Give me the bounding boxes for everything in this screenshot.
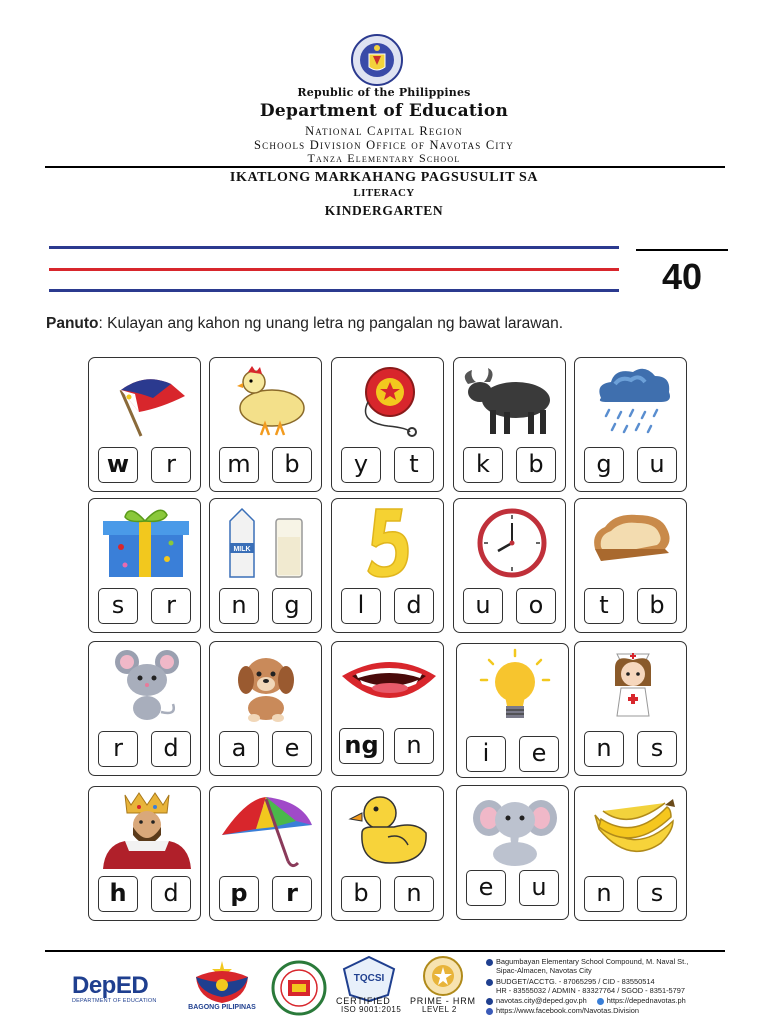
number-five-icon xyxy=(338,503,437,581)
item-card xyxy=(331,498,444,633)
letter-choice[interactable]: n xyxy=(219,588,259,624)
letter-choice[interactable]: a xyxy=(219,731,259,767)
svg-text:MILK: MILK xyxy=(233,546,251,553)
duck-icon xyxy=(338,791,437,869)
iso-label: ISO 9001:2015 xyxy=(341,1005,402,1014)
letter-choice[interactable]: r xyxy=(272,876,312,912)
deped-logo-subtext: DEPARTMENT OF EDUCATION xyxy=(72,998,157,1004)
republic-label: Republic of the Philippines xyxy=(297,86,471,99)
letter-choice[interactable]: g xyxy=(584,447,624,483)
deped-logo xyxy=(72,972,162,1012)
elephant-icon xyxy=(463,790,562,868)
flag-icon xyxy=(95,362,194,440)
item-card xyxy=(88,786,201,921)
letter-choice[interactable]: b xyxy=(341,876,381,912)
letter-choice[interactable]: w xyxy=(98,447,138,483)
letter-choice[interactable]: r xyxy=(151,588,191,624)
flag-stripe-blue xyxy=(49,289,619,292)
deped-logo-text: DepED xyxy=(72,972,149,999)
letter-choice[interactable]: e xyxy=(519,736,559,772)
letter-choice[interactable]: s xyxy=(637,731,677,767)
item-card xyxy=(331,786,444,921)
grade-level-label: KINDERGARTEN xyxy=(324,203,444,218)
letter-choice[interactable]: r xyxy=(151,447,191,483)
letter-choice[interactable]: p xyxy=(219,876,259,912)
letter-choice[interactable]: d xyxy=(151,876,191,912)
letter-choice[interactable]: b xyxy=(272,447,312,483)
item-card xyxy=(331,357,444,492)
item-card xyxy=(209,641,322,776)
address-line2: Sipac-Almacen, Navotas City xyxy=(496,966,592,975)
instruction-label: Panuto xyxy=(46,315,99,332)
gift-icon xyxy=(95,503,194,581)
letter-choice[interactable]: t xyxy=(584,588,624,624)
letter-choice[interactable]: t xyxy=(394,447,434,483)
clock-icon xyxy=(460,503,559,581)
item-card xyxy=(574,641,687,776)
mouse-icon xyxy=(95,646,194,724)
web-icon xyxy=(597,998,604,1005)
prime-hrm-label: PRIME - HRM xyxy=(410,996,476,1006)
mouth-icon xyxy=(338,646,437,724)
letter-choice[interactable]: g xyxy=(272,588,312,624)
letter-choice[interactable]: r xyxy=(98,731,138,767)
total-score: 40 xyxy=(661,256,703,297)
item-card xyxy=(456,643,569,778)
footer-divider xyxy=(45,950,725,952)
letter-choice[interactable]: n xyxy=(394,876,434,912)
header-divider xyxy=(45,166,725,168)
letter-choice[interactable]: o xyxy=(516,588,556,624)
letter-choice[interactable]: l xyxy=(341,588,381,624)
website-link[interactable]: https://depednavotas.ph xyxy=(606,996,686,1005)
letter-choice[interactable]: m xyxy=(219,447,259,483)
school-label: Tanza Elementary School xyxy=(307,151,461,165)
yoyo-icon xyxy=(338,362,437,440)
flag-stripe-red xyxy=(49,268,619,271)
division-label: Schools Division Office of Navotas City xyxy=(254,138,514,152)
letter-choice[interactable]: b xyxy=(637,588,677,624)
phones-line2: HR - 83555032 / ADMIN - 83327764 / SGOD - 8351-5797 xyxy=(496,986,685,995)
letter-choice[interactable]: ng xyxy=(339,728,384,764)
item-card xyxy=(574,498,687,633)
milk-icon xyxy=(216,503,315,581)
department-label: Department of Education xyxy=(259,101,509,121)
item-card xyxy=(453,498,566,633)
letter-choice[interactable]: d xyxy=(394,588,434,624)
nurse-icon xyxy=(581,646,680,724)
footer-address xyxy=(486,957,688,966)
item-card xyxy=(574,357,687,492)
item-card xyxy=(88,357,201,492)
location-icon xyxy=(486,959,493,966)
instruction-text: : Kulayan ang kahon ng unang letra ng pangalan ng bawat larawan. xyxy=(98,315,564,332)
item-card xyxy=(209,357,322,492)
item-card xyxy=(209,498,322,633)
rain-cloud-icon xyxy=(581,362,680,440)
letter-choice[interactable]: b xyxy=(516,447,556,483)
facebook-link[interactable]: https://www.facebook.com/Navotas.Division xyxy=(496,1006,639,1015)
phone-icon xyxy=(486,979,493,986)
letter-choice[interactable]: u xyxy=(463,588,503,624)
hen-icon xyxy=(216,362,315,440)
letter-choice[interactable]: s xyxy=(637,876,677,912)
letter-choice[interactable]: y xyxy=(341,447,381,483)
footer-phones xyxy=(486,977,655,986)
item-card xyxy=(88,641,201,776)
letter-choice[interactable]: u xyxy=(637,447,677,483)
flag-stripe-blue xyxy=(49,246,619,249)
letter-choice[interactable]: e xyxy=(272,731,312,767)
letter-choice[interactable]: n xyxy=(584,876,624,912)
light-bulb-icon xyxy=(463,648,562,726)
score-line xyxy=(636,249,728,251)
item-card xyxy=(88,498,201,633)
subject-label: LITERACY xyxy=(353,187,415,199)
umbrella-icon xyxy=(216,791,315,869)
letter-choice[interactable]: s xyxy=(98,588,138,624)
letter-choice[interactable]: u xyxy=(519,870,559,906)
item-card xyxy=(453,357,566,492)
carabao-icon xyxy=(460,362,559,440)
letter-choice[interactable]: n xyxy=(584,731,624,767)
footer-web xyxy=(486,996,686,1005)
letter-choice[interactable]: i xyxy=(466,736,506,772)
region-label: National Capital Region xyxy=(305,124,463,138)
dog-icon xyxy=(216,646,315,724)
sdo-navotas-seal xyxy=(268,960,330,1016)
footer-facebook xyxy=(486,1006,639,1015)
letter-choice[interactable]: n xyxy=(394,728,434,764)
email-icon xyxy=(486,998,493,1005)
king-icon xyxy=(95,791,194,869)
banana-icon xyxy=(581,791,680,869)
letter-choice[interactable]: d xyxy=(151,731,191,767)
item-card xyxy=(456,785,569,920)
exam-title: IKATLONG MARKAHANG PAGSUSULIT SA xyxy=(229,170,539,185)
item-card xyxy=(574,786,687,921)
letter-choice[interactable]: k xyxy=(463,447,503,483)
prime-level-label: LEVEL 2 xyxy=(422,1005,457,1014)
bagong-pilipinas-label: BAGONG PILIPINAS xyxy=(188,1004,256,1011)
prime-hrm-logo xyxy=(420,955,466,997)
letter-choice[interactable]: h xyxy=(98,876,138,912)
phones-line1: BUDGET/ACCTG. - 87065295 / CID - 83550514 xyxy=(496,977,655,986)
deped-seal-icon xyxy=(351,34,403,86)
tqcsi-label: TQCSI xyxy=(353,973,385,984)
instruction xyxy=(46,315,563,333)
bread-icon xyxy=(581,503,680,581)
item-card xyxy=(209,786,322,921)
facebook-icon xyxy=(486,1008,493,1015)
item-card xyxy=(331,641,444,776)
address-line1: Bagumbayan Elementary School Compound, M. Naval St., xyxy=(496,957,689,966)
certified-label: CERTIFIED xyxy=(336,996,391,1006)
letter-choice[interactable]: e xyxy=(466,870,506,906)
email-link[interactable]: navotas.city@deped.gov.ph xyxy=(496,996,587,1005)
